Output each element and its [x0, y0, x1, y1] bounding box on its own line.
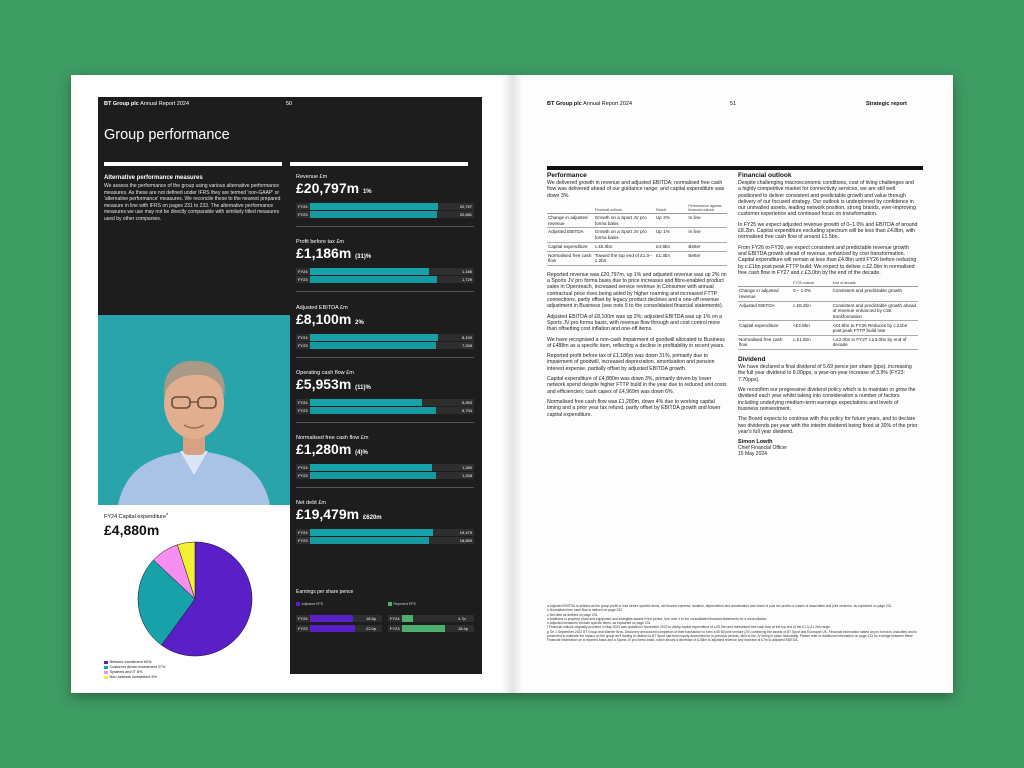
- paragraph: We have declared a final dividend of 5.69 pence per share (pps), increasing the full year dividend to 8.00pps, a year-on-year increase of 3.9% (FY23: 7.70pps).: [738, 364, 912, 383]
- legend-swatch: [104, 671, 108, 675]
- section-rule: [104, 162, 282, 166]
- kpi-bar-year: FY24: [298, 203, 308, 209]
- table-cell: In line: [687, 213, 727, 227]
- table-cell: In line: [687, 228, 727, 242]
- table-row: [738, 287, 918, 301]
- kpi-bar-value: 1,328: [461, 473, 472, 478]
- adjusted-swatch: [296, 602, 300, 606]
- right-page: [512, 75, 953, 693]
- kpi-bar-year: FY24: [298, 334, 308, 340]
- table-cell: Adjusted EBITDA: [547, 228, 594, 242]
- table-row: [547, 251, 727, 265]
- paragraph: Capital expenditure of £4,880m was down 3%, primarily driven by lower network spend despite higher FTTP build in the year due to reduced unit costs and efficiencies; cash capex of £4,969m was down 6%.: [547, 376, 727, 395]
- table-header: FY25 outlook: [792, 280, 832, 287]
- kpi-label: Adjusted EBITDA £m: [296, 305, 348, 311]
- table-cell: Up 1%: [655, 228, 687, 242]
- kpi-bar-value: 18,859: [459, 538, 472, 543]
- kpi-label: Revenue £m: [296, 174, 328, 180]
- table-cell: £1.3bn: [655, 251, 687, 265]
- table-row: [738, 301, 918, 321]
- table-cell: <£4.8bn: [792, 321, 832, 335]
- kpi-divider: [296, 226, 474, 227]
- kpi-value-text: £20,797m: [296, 180, 360, 196]
- portrait-illustration: [98, 315, 290, 505]
- table-cell: Adjusted EBITDA: [738, 301, 792, 321]
- kpi-block: [296, 370, 474, 423]
- kpi-bar-fill: [310, 529, 433, 536]
- kpi-bar-fill: [310, 537, 429, 544]
- kpi-change: £620m: [362, 515, 382, 521]
- kpi-block: [296, 174, 474, 227]
- footnote: e Adjusted measures exclude specific items, as explained on page 231.: [547, 621, 652, 626]
- page-title: Group performance: [104, 127, 230, 143]
- kpi-bar-year: FY23: [298, 343, 308, 348]
- left-running-header: BT Group plc Annual Report 2024: [104, 101, 190, 107]
- outlook-heading: Financial outlook: [738, 172, 792, 179]
- kpi-bar-fill: [310, 203, 438, 210]
- kpi-bar: [296, 399, 474, 406]
- table-cell: £4.9bn: [655, 242, 687, 251]
- performance-column: [547, 172, 727, 422]
- kpi-rule: [290, 162, 468, 166]
- kpi-change: (11)%: [355, 385, 371, 391]
- outlook-column: [738, 172, 918, 457]
- kpi-bar-fill: [310, 464, 432, 471]
- kpi-bar-year: FY23: [298, 277, 308, 282]
- paragraph: Despite challenging macroeconomic conditions, cost of living challenges and a highly competitive market for connectivity services, we are still well positioned to deliver consistent and predictable growth and value through delivery of our focused strategy. Our outlook is underpinned by confidence in our unrivalled assets, leading network position, strong brands, ever-improving customer experience and continued focus on transformation.: [738, 180, 916, 218]
- paragraph: We have recognised a non-cash impairment of goodwill allocated to Business of £488m as a specific item, reflecting a decline in profitability in recent years.: [547, 336, 725, 349]
- legend-label: Network investment 60%: [109, 660, 152, 664]
- signatory-name: Simon Lowth: [738, 439, 773, 446]
- table-header: Financial outlook: [594, 203, 655, 214]
- outlook-paragraphs: [738, 180, 918, 276]
- kpi-label: Net debt £m: [296, 500, 326, 506]
- kpi-bar-fill: [310, 342, 436, 349]
- kpi-divider: [296, 487, 474, 488]
- eps-bar-value: 18.5p: [366, 616, 377, 621]
- eps-bar-fill: [310, 625, 355, 632]
- kpi-value: [296, 311, 474, 332]
- dividend-heading: Dividend: [738, 356, 766, 364]
- table-cell: Capital expenditure: [547, 242, 594, 251]
- eps-bar-value: 22.0p: [366, 626, 377, 631]
- annual-report-spread: [71, 75, 953, 693]
- footnote: f Financial outlook originally provided in May 2023 was updated in November 2023 to clarify capital expenditure of c.£5.0bn and normalised free cash flow at the top end of the £1.0–£1.2bn range.: [547, 625, 831, 630]
- kpi-label: Normalised free cash flow £m: [296, 435, 369, 441]
- kpi-bar: [296, 211, 474, 218]
- kpi-value-text: £1,280m: [296, 441, 352, 457]
- kpi-value: [296, 180, 474, 201]
- legend-swatch: [104, 661, 108, 665]
- legend-label: Non-network investment 5%: [109, 675, 157, 679]
- kpi-divider: [296, 422, 474, 423]
- table-cell: Toward the top end of £1.0–1.2bn: [594, 251, 655, 265]
- table-row: [547, 242, 727, 251]
- kpi-bar-value: 8,100: [461, 334, 472, 340]
- left-page: [71, 75, 512, 693]
- paragraph: From FY26 to FY30, we expect consistent and predictable revenue growth and EBITDA growth ahead of revenue, enhanced by cost transformation. Capital expenditure will remain at less than £4.8bn until FY26 before reducing by c.£1bn post peak FTTP build. We expect to deliver c.£2.0bn in normalised free cash flow in FY27 and c.£3.0bn by the end of the decade.: [738, 244, 917, 276]
- table-cell: Growth on a Sport JV pro forma basis: [594, 228, 655, 242]
- footnote: g On 1 September 2022 BT Group and Warner Bros. Discovery announced completion of their transaction to form a 50:50 joint venture (JV) combining the assets of BT Sport and Eurosport UK. Financial information stated as pro forma is unaudited and is presented to estimate the impact on the group as if trading in relation to BT Sport had been equity accounted for in previous periods, akin to the JV being in place historically. Please refer to Additional information on page 233 for a bridge between these Financial information on a reported basis and a Sports JV pro forma basis, which shows a decrease of £238m to adjusted revenue and increase of £7m to adjusted EBITDA.: [547, 629, 917, 643]
- kpi-bar-year: FY23: [298, 538, 308, 543]
- kpi-value: [296, 506, 474, 527]
- capex-legend: [104, 660, 165, 680]
- eps-legend-reported: Reported EPS: [388, 602, 416, 606]
- eps-bar-value: 18.4p: [458, 626, 469, 631]
- kpi-bar-year: FY24: [298, 464, 308, 470]
- kpi-block: [296, 435, 474, 488]
- table-cell: <£4.8bn to FY26 Reduces by c.£1bn post peak FTTP build rate: [832, 321, 918, 335]
- footnote: d Additions to property, plant and equipment and intangible assets in the period. See note 4 to the consolidated financial statements for a reconciliation.: [547, 616, 768, 621]
- capex-label: FY24 Capital expenditure$^d$: [104, 512, 169, 520]
- eps-bar-year: FY23: [298, 626, 308, 631]
- kpi-value-text: £1,186m: [296, 245, 352, 261]
- eps-bar: [296, 625, 382, 632]
- table-cell: Normalised free cash flow: [547, 251, 594, 265]
- eps-title: Earnings per share pence: [296, 589, 354, 595]
- kpi-bar-value: 1,186: [461, 268, 472, 274]
- apm-heading: Alternative performance measures: [104, 175, 203, 181]
- kpi-bar-year: FY24: [298, 529, 308, 535]
- kpi-bar-value: 20,681: [459, 212, 472, 217]
- reported-swatch: [388, 602, 392, 606]
- kpi-block: [296, 305, 474, 358]
- table-header: Result: [655, 203, 687, 214]
- table-cell: Change in adjusted revenue: [547, 213, 594, 227]
- kpi-bar-fill: [310, 472, 436, 479]
- performance-heading: Performance: [547, 172, 587, 179]
- paragraph: Normalised free cash flow was £1,280m, down 4% due to working capital timing and a prior year tax refund, partly offset by EBITDA growth and lower capital expenditure.: [547, 398, 721, 418]
- table-header: [547, 203, 594, 214]
- kpi-bar-value: 6,734: [461, 408, 472, 413]
- performance-paragraphs: [547, 272, 727, 418]
- kpi-bar-value: 19,479: [459, 529, 472, 535]
- kpi-block: [296, 239, 474, 292]
- table-row: [738, 321, 918, 335]
- kpi-bar-fill: [310, 276, 437, 283]
- table-row: [547, 228, 727, 242]
- kpi-change: 2%: [355, 320, 364, 326]
- capex-value: £4,880m: [104, 522, 160, 538]
- kpi-divider: [296, 357, 474, 358]
- kpi-bar-value: 1,280: [461, 464, 472, 470]
- table-cell: c.£5.0bn: [594, 242, 655, 251]
- eps-bar-year: FY23: [390, 626, 400, 631]
- table-cell: 0 – 1.0%: [792, 287, 832, 301]
- right-page-number: 51: [730, 101, 737, 107]
- kpi-label: Profit before tax £m: [296, 239, 344, 245]
- kpi-value: [296, 376, 474, 397]
- table-cell: c.£2.0bn in FY27 c.£3.0bn by end of decade: [832, 335, 918, 349]
- legend-item: [104, 675, 165, 680]
- table-cell: Better: [687, 242, 727, 251]
- table-row: [738, 335, 918, 349]
- eps-bar-fill: [310, 615, 353, 622]
- kpi-divider: [296, 291, 474, 292]
- kpi-value: [296, 245, 474, 266]
- kpi-bar: [296, 472, 474, 479]
- kpi-change: (4)%: [355, 450, 368, 456]
- kpi-bar-value: 1,729: [461, 277, 472, 282]
- signatory-role: Chief Financial Officer: [738, 445, 788, 452]
- kpi-bar-fill: [310, 211, 437, 218]
- paragraph: In FY25 we expect adjusted revenue growth of 0–1.0% and EBITDA of around £8.2bn. Capital expenditure excluding spectrum will be less than £4.8bn, with normalised free cash flow of around £1.5bn.: [738, 221, 918, 241]
- kpi-bar-value: 7,928: [461, 343, 472, 348]
- eps-bar: [296, 615, 382, 622]
- table-cell: Consistent and predictable growth ahead of revenue enhanced by cost transformation: [832, 301, 918, 321]
- kpi-value: [296, 441, 474, 462]
- eps-bar: [388, 615, 474, 622]
- table-cell: c.£8.2bn: [792, 301, 832, 321]
- kpi-bar: [296, 334, 474, 341]
- paragraph: We reconfirm our progressive dividend policy which is to maintain or grow the dividend each year whilst taking into consideration a number of factors including underlying medium-term earnings expectations and levels of business reinvestment.: [738, 387, 916, 412]
- performance-table: [547, 203, 727, 266]
- eps-bar: [388, 625, 474, 632]
- performance-intro: We delivered growth in revenue and adjusted EBITDA; normalised free cash flow was delivered ahead of our guidance range; and capital expenditure was down 3%.: [547, 180, 725, 199]
- paragraph: The Board expects to continue with this policy for future years, and to declare two dividends per year with the interim dividend being fixed at 30% of the prior year's full year dividend.: [738, 416, 918, 435]
- kpi-bar: [296, 537, 474, 544]
- kpi-bar-value: 5,953: [461, 399, 472, 405]
- table-cell: Up 2%: [655, 213, 687, 227]
- eps-bar-value: 4.7p: [458, 616, 466, 621]
- kpi-bar-year: FY24: [298, 399, 308, 405]
- section-rule: [547, 166, 923, 170]
- kpi-bar-year: FY23: [298, 473, 308, 478]
- legend-label: Customer driven investment 27%: [109, 665, 166, 669]
- kpi-bar-year: FY24: [298, 268, 308, 274]
- left-page-number: 50: [286, 101, 293, 107]
- legend-label: Systems and IT 8%: [109, 670, 143, 674]
- signature-date: 15 May 2024: [738, 451, 767, 458]
- apm-text: We assess the performance of the group using various alternative performance measures. As these are not defined under IFRS they are termed 'non-GAAP' or 'alternative performance' measures. We reconcile these to the nearest prepared measure in line with IFRS on pages 231 to 233. The alternative performance measures we use may not be directly comparable with similarly titled measures used by other companies.: [104, 183, 281, 222]
- kpi-bar: [296, 276, 474, 283]
- kpi-bar: [296, 529, 474, 536]
- eps-bar-fill: [402, 615, 413, 622]
- eps-bar-year: FY24: [298, 616, 308, 621]
- kpi-bar: [296, 342, 474, 349]
- kpi-bar: [296, 407, 474, 414]
- group-performance-panel: [98, 97, 482, 679]
- kpi-bar: [296, 268, 474, 275]
- kpi-bar: [296, 203, 474, 210]
- table-cell: Change in adjusted revenue: [738, 287, 792, 301]
- kpi-bar-value: 20,797: [459, 203, 472, 209]
- footnotes: [547, 604, 925, 643]
- table-cell: Normalised free cash flow: [738, 335, 792, 349]
- table-cell: Growth on a Sport JV pro forma basis: [594, 213, 655, 227]
- footnote: a Adjusted EBITDA is defined as the group profit or loss before specific items, net finance expense, taxation, depreciation and amortisation and share of post tax profits or losses of associates and joint ventures, as explained on page 231.: [547, 604, 893, 608]
- kpi-bar-fill: [310, 334, 438, 341]
- eps-bar-fill: [402, 625, 445, 632]
- kpi-block: [296, 500, 474, 544]
- kpi-value-text: £5,953m: [296, 376, 352, 392]
- table-row: [547, 213, 727, 227]
- right-running-header: BT Group plc Annual Report 2024: [547, 101, 633, 107]
- capex-pie-chart: [136, 540, 254, 658]
- footnote: c Net debt as defined on page 231.: [547, 612, 599, 617]
- kpi-value-text: £19,479m: [296, 506, 360, 522]
- kpi-change: (31)%: [355, 254, 372, 260]
- paragraph: Adjusted EBITDA of £8,100m was up 2%; adjusted EBITDA was up 1% on a Sports JV pro forma basis, with revenue flow through and cost control more than offsetting cost inflation and one-off items.: [547, 313, 723, 333]
- legend-swatch: [104, 676, 108, 680]
- capex-panel: [98, 505, 290, 679]
- kpi-label: Operating cash flow £m: [296, 370, 354, 376]
- table-header: Performance against financial outlook: [687, 203, 727, 214]
- kpi-bar-fill: [310, 268, 429, 275]
- table-header: End of decade: [832, 280, 918, 287]
- kpi-bar-fill: [310, 399, 422, 406]
- table-cell: Better: [687, 251, 727, 265]
- table-cell: Consistent and predictable growth: [832, 287, 918, 301]
- cfo-portrait: [98, 315, 290, 505]
- footnote: b Normalised free cash flow is defined on page 232.: [547, 608, 623, 613]
- kpi-bar-fill: [310, 407, 436, 414]
- eps-legend-adjusted: Adjusted EPS: [296, 602, 323, 606]
- dividend-paragraphs: [738, 364, 918, 435]
- paragraph: Reported revenue was £20,797m, up 1% and adjusted revenue was up 2% on a Sports JV pro forma basis due to price increases and fibre-enabled product sales in Openreach, increased service revenue in Consumer with annual contractual price rises being aided by higher roaming and increased FTTP connections, partly offset by legacy product declines and a one-off revenue adjustment in Business (see note 5 to the consolidated financial statements).: [547, 271, 727, 310]
- section-label: Strategic report: [866, 101, 907, 107]
- paragraph: Reported profit before tax of £1,186m was down 31%, primarily due to impairment of goodwill, increased depreciation, amortisation and pension interest expense, partially offset by adjusted EBITDA growth.: [547, 353, 715, 372]
- outlook-table: [738, 280, 918, 350]
- kpi-value-text: £8,100m: [296, 311, 352, 327]
- legend-swatch: [104, 666, 108, 670]
- table-cell: Capital expenditure: [738, 321, 792, 335]
- eps-bar-year: FY24: [390, 616, 400, 621]
- kpi-bar-year: FY23: [298, 212, 308, 217]
- kpi-bar-year: FY23: [298, 408, 308, 413]
- table-cell: c.£1.5bn: [792, 335, 832, 349]
- kpi-change: 1%: [362, 189, 372, 195]
- kpi-bar: [296, 464, 474, 471]
